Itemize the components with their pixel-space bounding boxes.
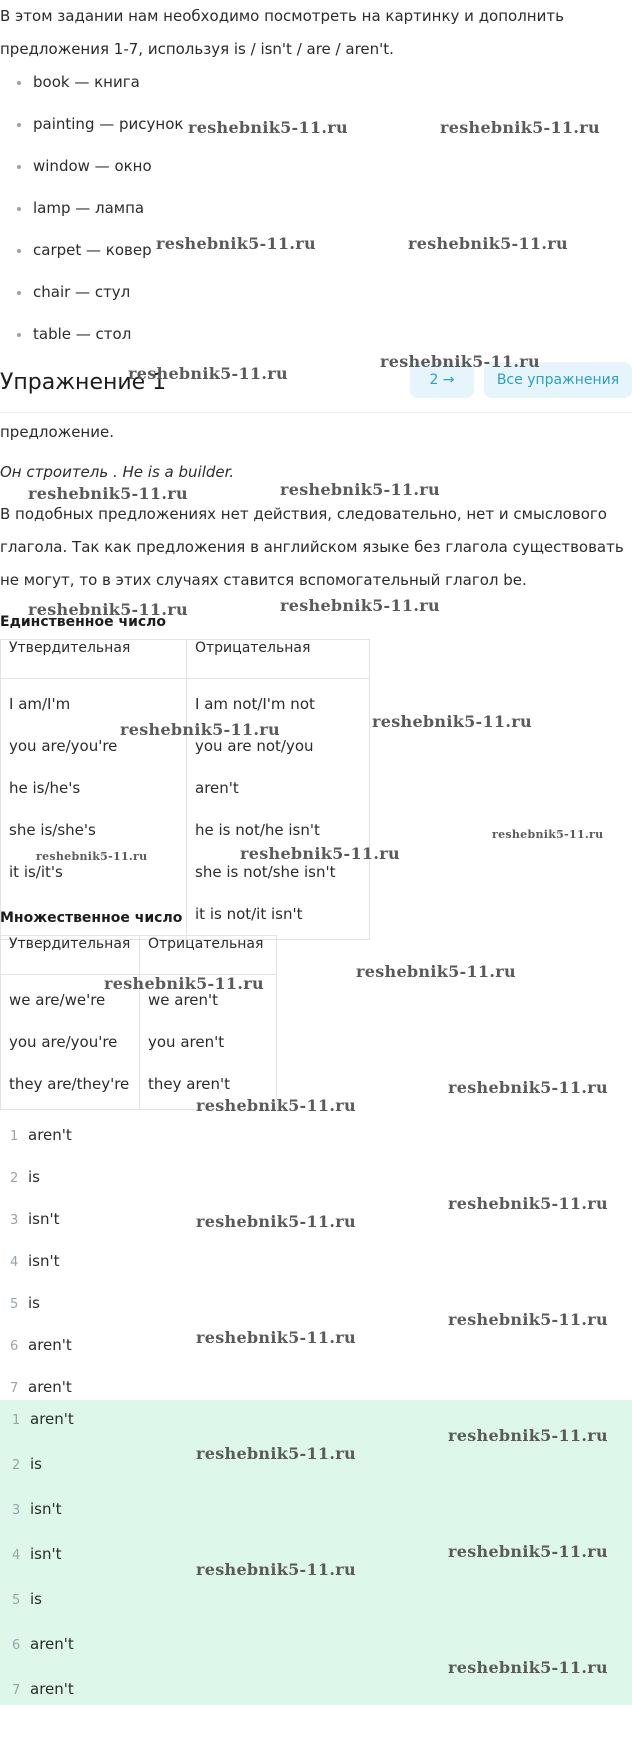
item-number: 3 bbox=[12, 1503, 21, 1518]
answer-text: aren't bbox=[28, 1126, 72, 1144]
watermark: reshebnik5-11.ru bbox=[28, 600, 188, 619]
vocab-list bbox=[8, 72, 183, 366]
answer-text: isn't bbox=[28, 1252, 60, 1270]
watermark: reshebnik5-11.ru bbox=[120, 720, 280, 739]
watermark: reshebnik5-11.ru bbox=[104, 974, 264, 993]
next-exercise-button[interactable]: 2 → bbox=[410, 362, 474, 398]
cell-text: it is not/it isn't bbox=[195, 905, 303, 923]
list-item bbox=[2, 1588, 74, 1633]
table-row bbox=[1, 975, 277, 1110]
item-number: 7 bbox=[12, 1683, 21, 1698]
item-number: 2 bbox=[12, 1458, 21, 1473]
watermark: reshebnik5-11.ru bbox=[380, 352, 540, 371]
answer-text: isn't bbox=[30, 1545, 62, 1563]
answer-text: isn't bbox=[30, 1500, 62, 1518]
table-cell bbox=[140, 975, 277, 1110]
cell-text: we are/we're bbox=[9, 991, 106, 1009]
theory-line: предложение. bbox=[0, 423, 114, 441]
table-row bbox=[1, 679, 370, 940]
watermark: reshebnik5-11.ru bbox=[36, 850, 148, 863]
item-number: 4 bbox=[10, 1255, 19, 1270]
table-header-row bbox=[1, 640, 370, 679]
list-item bbox=[2, 1633, 74, 1678]
watermark: reshebnik5-11.ru bbox=[492, 828, 604, 841]
column-header: Отрицательная bbox=[140, 936, 277, 975]
theory-explanation: В подобных предложениях нет действия, следовательно, нет и смыслового глагола. Так как предложения в английском языке без глагола существовать не могут, то в этих случаях ставится вспомогательный глагол be. bbox=[0, 505, 624, 589]
plural-title: Множественное число bbox=[0, 910, 183, 926]
watermark: reshebnik5-11.ru bbox=[196, 1212, 356, 1231]
column-header: Утвердительная bbox=[1, 640, 187, 679]
watermark: reshebnik5-11.ru bbox=[196, 1560, 356, 1579]
list-item bbox=[2, 1453, 74, 1498]
watermark: reshebnik5-11.ru bbox=[448, 1310, 608, 1329]
all-exercises-button[interactable]: Все упражнения bbox=[484, 362, 632, 398]
watermark: reshebnik5-11.ru bbox=[28, 484, 188, 503]
cell-text: they aren't bbox=[148, 1075, 231, 1093]
singular-table bbox=[0, 639, 370, 940]
answer-text: is bbox=[30, 1590, 42, 1608]
item-number: 6 bbox=[10, 1339, 19, 1354]
cell-text: you are/you're bbox=[9, 737, 118, 755]
list-item bbox=[0, 1208, 72, 1250]
list-item: book — книга bbox=[8, 72, 183, 114]
task-intro: В этом задании нам необходимо посмотреть на картинку и дополнить предложения 1-7, используя is / isn't / are / aren't. bbox=[0, 7, 564, 58]
list-item: table — стол bbox=[8, 324, 183, 366]
cell-text: he is not/he isn't bbox=[195, 821, 320, 839]
item-number: 5 bbox=[10, 1297, 19, 1312]
watermark: reshebnik5-11.ru bbox=[280, 480, 440, 499]
list-item: painting — рисунок bbox=[8, 114, 183, 156]
list-item: chair — стул bbox=[8, 282, 183, 324]
answer-text: is bbox=[30, 1455, 42, 1473]
cell-text: you are/you're bbox=[9, 1033, 118, 1051]
answer-text: aren't bbox=[28, 1336, 72, 1354]
list-item bbox=[0, 1250, 72, 1292]
watermark: reshebnik5-11.ru bbox=[448, 1426, 608, 1445]
list-item bbox=[2, 1498, 74, 1543]
list-item bbox=[2, 1543, 74, 1588]
table-cell bbox=[187, 679, 370, 940]
watermark: reshebnik5-11.ru bbox=[196, 1444, 356, 1463]
table-cell bbox=[1, 679, 187, 940]
list-item bbox=[0, 1334, 72, 1376]
item-number: 2 bbox=[10, 1171, 19, 1186]
cell-text: we aren't bbox=[148, 991, 219, 1009]
watermark: reshebnik5-11.ru bbox=[448, 1078, 608, 1097]
plural-table bbox=[0, 935, 277, 1110]
cell-text: she is not/she isn't bbox=[195, 863, 336, 881]
answer-text: isn't bbox=[28, 1210, 60, 1228]
watermark: reshebnik5-11.ru bbox=[448, 1194, 608, 1213]
watermark: reshebnik5-11.ru bbox=[156, 234, 316, 253]
column-header: Отрицательная bbox=[187, 640, 370, 679]
column-header: Утвердительная bbox=[1, 936, 140, 975]
list-item bbox=[2, 1408, 74, 1453]
list-item bbox=[0, 1124, 72, 1166]
answer-text: aren't bbox=[28, 1378, 72, 1396]
item-number: 5 bbox=[12, 1593, 21, 1608]
list-item: window — окно bbox=[8, 156, 183, 198]
watermark: reshebnik5-11.ru bbox=[408, 234, 568, 253]
cell-text: you are not/you aren't bbox=[195, 737, 314, 797]
table-cell bbox=[1, 975, 140, 1110]
table-header-row bbox=[1, 936, 277, 975]
answers-list bbox=[0, 1124, 72, 1418]
watermark: reshebnik5-11.ru bbox=[240, 844, 400, 863]
theory-example: Он строитель . He is a builder. bbox=[0, 463, 235, 481]
watermark: reshebnik5-11.ru bbox=[448, 1658, 608, 1677]
cell-text: I am/I'm bbox=[9, 695, 71, 713]
cell-text: you aren't bbox=[148, 1033, 225, 1051]
watermark: reshebnik5-11.ru bbox=[440, 118, 600, 137]
watermark: reshebnik5-11.ru bbox=[196, 1096, 356, 1115]
item-number: 6 bbox=[12, 1638, 21, 1653]
list-item bbox=[0, 1292, 72, 1334]
singular-title: Единственное число bbox=[0, 614, 167, 630]
watermark: reshebnik5-11.ru bbox=[280, 596, 440, 615]
answer-text: is bbox=[28, 1168, 40, 1186]
cell-text: she is/she's bbox=[9, 821, 96, 839]
watermark: reshebnik5-11.ru bbox=[372, 712, 532, 731]
page-title: Упражнение 1 bbox=[0, 370, 167, 395]
watermark: reshebnik5-11.ru bbox=[356, 962, 516, 981]
cell-text: they are/they're bbox=[9, 1075, 130, 1093]
item-number: 7 bbox=[10, 1381, 19, 1396]
list-item: lamp — лампа bbox=[8, 198, 183, 240]
list-item bbox=[0, 1166, 72, 1208]
item-number: 3 bbox=[10, 1213, 19, 1228]
list-item bbox=[2, 1678, 74, 1723]
watermark: reshebnik5-11.ru bbox=[188, 118, 348, 137]
item-number: 1 bbox=[10, 1129, 19, 1144]
cell-text: he is/he's bbox=[9, 779, 81, 797]
answer-text: aren't bbox=[30, 1410, 74, 1428]
cell-text: I am not/I'm not bbox=[195, 695, 315, 713]
watermark: reshebnik5-11.ru bbox=[448, 1542, 608, 1561]
watermark: reshebnik5-11.ru bbox=[128, 364, 288, 383]
watermark: reshebnik5-11.ru bbox=[196, 1328, 356, 1347]
answer-text: aren't bbox=[30, 1635, 74, 1653]
answer-text: aren't bbox=[30, 1680, 74, 1698]
answers-highlight-list bbox=[2, 1408, 74, 1723]
list-item: carpet — ковер bbox=[8, 240, 183, 282]
item-number: 1 bbox=[12, 1413, 21, 1428]
answer-text: is bbox=[28, 1294, 40, 1312]
cell-text: it is/it's bbox=[9, 863, 63, 881]
item-number: 4 bbox=[12, 1548, 21, 1563]
